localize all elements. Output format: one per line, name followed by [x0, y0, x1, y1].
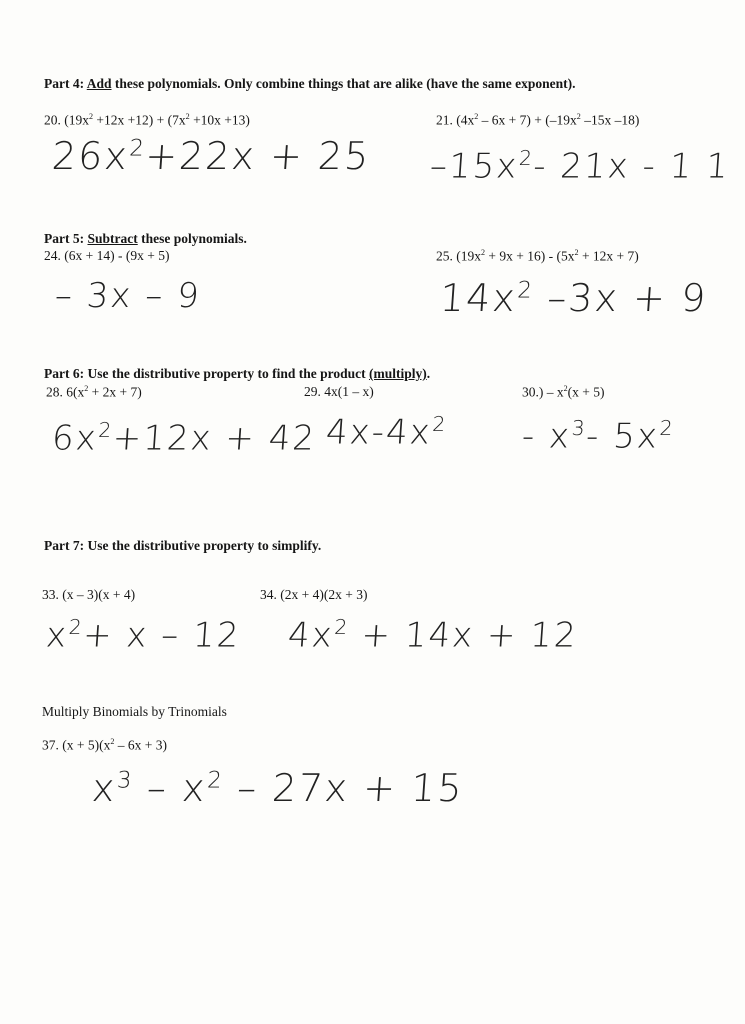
- part5-instructions: these polynomials.: [137, 231, 247, 246]
- problem-30-text: (x + 5): [567, 384, 605, 400]
- answer-30: [521, 416, 676, 456]
- problem-28: [46, 384, 142, 401]
- exponent: 2: [563, 384, 568, 393]
- problem-21-text: –15x –18): [580, 112, 640, 128]
- exponent: 2: [185, 112, 190, 121]
- answer-37-text: – 27x + 15: [221, 766, 466, 810]
- answer-33-text: x: [44, 615, 70, 656]
- answer-34: [287, 615, 579, 655]
- exponent: 2: [481, 248, 486, 257]
- exponent: 2: [97, 418, 115, 442]
- answer-21-text: - 21x - 1 1: [531, 146, 732, 187]
- problem-25-text: + 12x + 7): [578, 248, 639, 264]
- part4-keyword: Add: [86, 76, 112, 91]
- problem-33: 33. (x – 3)(x + 4): [42, 587, 136, 602]
- part6-keyword: (multiply): [368, 366, 427, 381]
- exponent: 2: [431, 412, 449, 436]
- answer-29: [325, 412, 449, 452]
- answer-37-text: x: [90, 766, 119, 810]
- answer-34-text: 4x: [286, 615, 336, 656]
- answer-30-text: - x: [520, 416, 573, 457]
- exponent: 3: [570, 416, 588, 440]
- problem-20-text: +10x +13): [189, 112, 250, 128]
- exponent: 2: [658, 416, 676, 440]
- answer-25-text: 14x: [438, 276, 519, 320]
- problem-30-text: 30.) – x: [522, 384, 564, 400]
- problem-20-text: 20. (19x: [44, 112, 89, 128]
- answer-28-text: +12x + 42: [111, 418, 318, 459]
- answer-34-text: + 14x + 12: [347, 615, 579, 656]
- exponent: 2: [206, 767, 225, 794]
- problem-24: 24. (6x + 14) - (9x + 5): [44, 248, 170, 263]
- problem-28-text: 28. 6(x: [46, 384, 85, 400]
- exponent: 2: [576, 112, 581, 121]
- answer-25-text: –3x + 9: [531, 276, 709, 320]
- exponent: 2: [110, 737, 115, 746]
- part5-label: Part 5:: [44, 231, 88, 246]
- answer-25: [438, 276, 708, 320]
- answer-30-text: - 5x: [584, 416, 661, 457]
- part4-instructions: these polynomials. Only combine things that are alike (have the same exponent).: [111, 76, 576, 91]
- exponent: 2: [84, 384, 89, 393]
- part4-label: Part 4:: [44, 76, 87, 91]
- problem-21-text: 21. (4x: [436, 112, 475, 128]
- exponent: 2: [516, 277, 535, 304]
- answer-28-text: 6x: [50, 418, 100, 459]
- exponent: 2: [89, 112, 94, 121]
- answer-37-text: – x: [131, 766, 209, 810]
- problem-21: [436, 112, 639, 129]
- answer-20-text: 26x: [50, 134, 131, 178]
- part5-keyword: Subtract: [87, 231, 138, 246]
- answer-24: – 3x – 9: [53, 276, 203, 316]
- part6-instructions: .: [426, 366, 431, 381]
- problem-37: [42, 737, 167, 754]
- answer-29-text: 4x-4x: [324, 412, 434, 453]
- problem-21-text: – 6x + 7) + (–19x: [478, 112, 577, 128]
- exponent: 2: [474, 112, 479, 121]
- problem-25: [436, 248, 639, 265]
- exponent: 3: [116, 767, 135, 794]
- exponent: 2: [128, 135, 147, 162]
- part5-header: [44, 231, 247, 247]
- problem-29: 29. 4x(1 – x): [304, 384, 374, 399]
- answer-33: [45, 615, 242, 655]
- answer-20-text: +22x + 25: [143, 134, 372, 178]
- problem-25-text: 25. (19x: [436, 248, 481, 264]
- part6-header: [44, 366, 430, 382]
- problem-34: 34. (2x + 4)(2x + 3): [260, 587, 368, 602]
- problem-20-text: +12x +12) + (7x: [93, 112, 186, 128]
- answer-33-text: + x – 12: [81, 615, 242, 656]
- problem-37-text: – 6x + 3): [114, 737, 168, 753]
- answer-21: [429, 146, 732, 186]
- problem-30: [522, 384, 605, 401]
- exponent: 2: [574, 248, 579, 257]
- exponent: 2: [333, 615, 351, 639]
- binomials-header: Multiply Binomials by Trinomials: [42, 704, 227, 719]
- answer-28: [51, 418, 318, 458]
- part7-header: Part 7: Use the distributive property to simplify.: [44, 538, 322, 553]
- problem-20: [44, 112, 250, 129]
- part4-header: [44, 76, 576, 92]
- answer-37: [90, 766, 465, 810]
- part6-label: Part 6: Use the distributive property to find the product: [44, 366, 369, 381]
- answer-21-text: –15x: [428, 146, 520, 187]
- problem-37-text: 37. (x + 5)(x: [42, 737, 111, 753]
- exponent: 2: [67, 615, 85, 639]
- answer-20: [50, 134, 371, 178]
- problem-28-text: + 2x + 7): [88, 384, 142, 400]
- exponent: 2: [518, 146, 535, 170]
- problem-25-text: + 9x + 16) - (5x: [485, 248, 575, 264]
